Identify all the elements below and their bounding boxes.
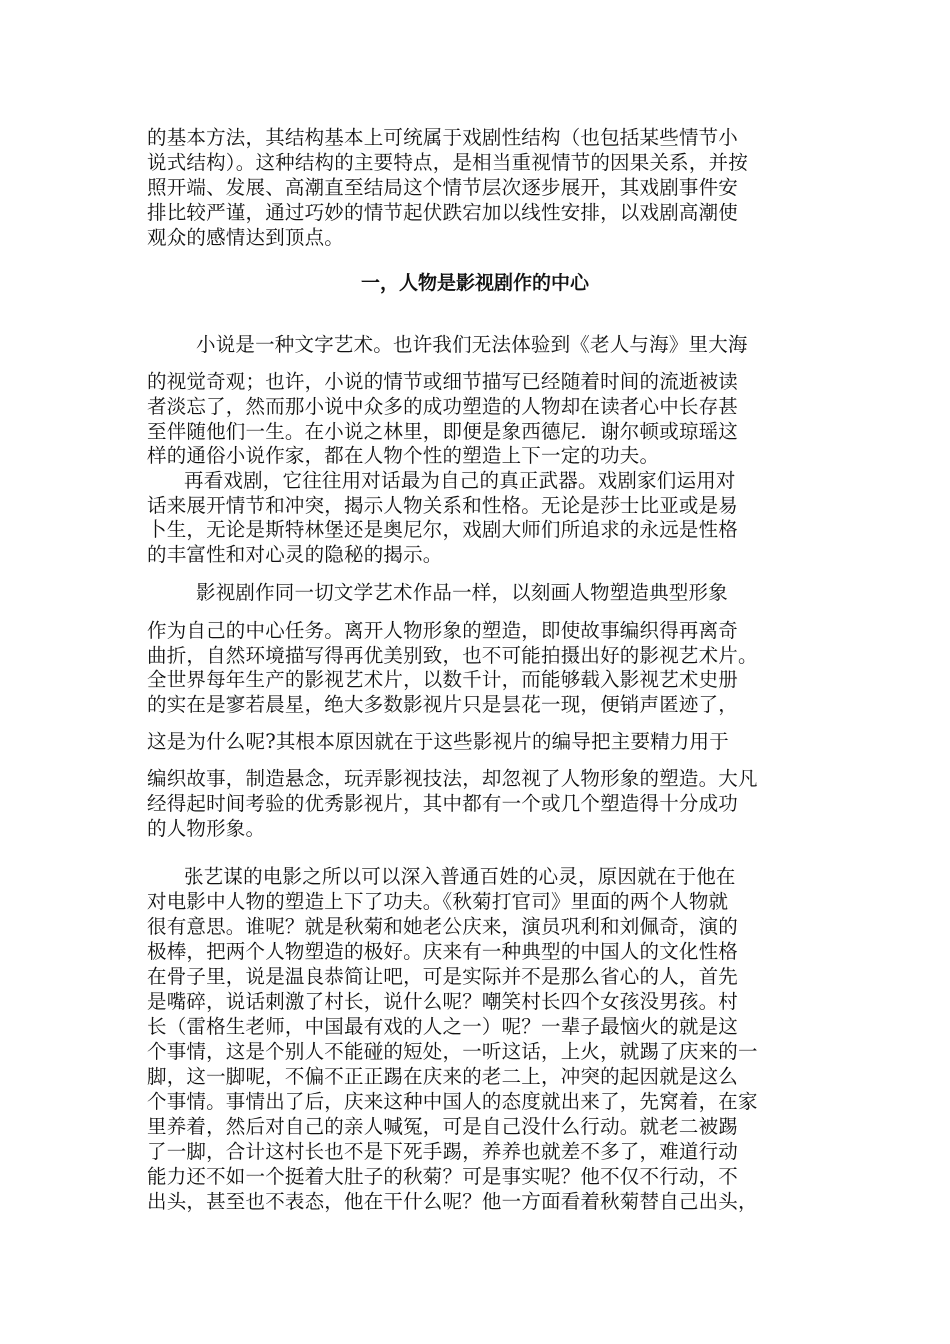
paragraph-line: 了一脚，合计这村长也不是下死手踢，养养也就差不多了，难道行动 xyxy=(147,1140,739,1163)
intro-line: 说式结构）。这种结构的主要特点，是相当重视情节的因果关系，并按 xyxy=(147,151,748,174)
paragraph-line: 能力还不如一个挺着大肚子的秋菊？可是事实呢？他不仅不行动，不 xyxy=(147,1165,739,1188)
paragraph-line: 卜生，无论是斯特林堡还是奥尼尔，戏剧大师们所追求的永远是性格 xyxy=(147,518,739,541)
paragraph-line: 至伴随他们一生。在小说之林里，即便是象西德尼．谢尔顿或琼瑶这 xyxy=(147,420,739,443)
section-heading: 一，人物是影视剧作的中心 xyxy=(360,272,589,294)
paragraph-line: 出头，甚至也不表态，他在干什么呢？他一方面看着秋菊替自己出头， xyxy=(147,1190,758,1213)
paragraph-line: 的丰富性和对心灵的隐秘的揭示。 xyxy=(147,543,443,566)
intro-line: 的基本方法，其结构基本上可统属于戏剧性结构（也包括某些情节小 xyxy=(147,126,739,149)
paragraph-line: 的视觉奇观；也许，小说的情节或细节描写已经随着时间的流逝被读 xyxy=(147,370,739,393)
paragraph-line: 作为自己的中心任务。离开人物形象的塑造，即使故事编织得再离奇 xyxy=(147,619,739,642)
paragraph-line: 曲折，自然环境描写得再优美别致，也不可能拍摄出好的影视艺术片。 xyxy=(147,644,758,667)
paragraph-line: 很有意思。谁呢？就是秋菊和她老公庆来，演员巩利和刘佩奇，演的 xyxy=(147,915,739,938)
paragraph-line: 长（雷格生老师，中国最有戏的人之一）呢？一辈子最恼火的就是这 xyxy=(147,1015,739,1038)
intro-line: 排比较严谨，通过巧妙的情节起伏跌宕加以线性安排，以戏剧高潮使 xyxy=(147,201,739,224)
paragraph-line: 编织故事，制造悬念，玩弄影视技法，却忽视了人物形象的塑造。大凡 xyxy=(147,767,758,790)
paragraph-line: 个事情。事情出了后，庆来这种中国人的态度就出来了，先窝着，在家 xyxy=(147,1090,758,1113)
paragraph-line: 对电影中人物的塑造上下了功夫。《秋菊打官司》里面的两个人物就 xyxy=(147,890,729,913)
paragraph-line: 张艺谋的电影之所以可以深入普通百姓的心灵，原因就在于他在 xyxy=(184,865,736,888)
paragraph-line: 是嘴碎，说话刺激了村长，说什么呢？嘲笑村长四个女孩没男孩。村 xyxy=(147,990,739,1013)
paragraph-line: 样的通俗小说作家，都在人物个性的塑造上下一定的功夫。 xyxy=(147,444,660,467)
paragraph-line: 全世界每年生产的影视艺术片，以数千计，而能够载入影视艺术史册 xyxy=(147,668,739,691)
paragraph-line: 极棒，把两个人物塑造的极好。庆来有一种典型的中国人的文化性格 xyxy=(147,940,739,963)
paragraph-line: 这是为什么呢?其根本原因就在于这些影视片的编导把主要精力用于 xyxy=(147,730,729,753)
paragraph-line: 影视剧作同一切文学艺术作品一样，以刻画人物塑造典型形象 xyxy=(196,581,728,604)
paragraph-line: 脚，这一脚呢，不偏不正正踢在庆来的老二上，冲突的起因就是这么 xyxy=(147,1065,739,1088)
intro-line: 照开端、发展、高潮直至结局这个情节层次逐步展开，其戏剧事件安 xyxy=(147,176,739,199)
paragraph-line: 再看戏剧，它往往用对话最为自己的真正武器。戏剧家们运用对 xyxy=(184,469,736,492)
paragraph-line: 里养着，然后对自己的亲人喊冤，可是自己没什么行动。就老二被踢 xyxy=(147,1115,739,1138)
paragraph-line: 个事情，这是个别人不能碰的短处，一听这话，上火，就踢了庆来的一 xyxy=(147,1040,758,1063)
paragraph-line: 的人物形象。 xyxy=(147,817,266,840)
paragraph-line: 者淡忘了，然而那小说中众多的成功塑造的人物却在读者心中长存甚 xyxy=(147,395,739,418)
paragraph-line: 的实在是寥若晨星，绝大多数影视片只是昙花一现，便销声匿迹了， xyxy=(147,693,739,716)
paragraph-line: 小说是一种文字艺术。也许我们无法体验到《老人与海》里大海 xyxy=(196,333,748,356)
paragraph-line: 在骨子里，说是温良恭简让吧，可是实际并不是那么省心的人，首先 xyxy=(147,965,739,988)
paragraph-line: 经得起时间考验的优秀影视片，其中都有一个或几个塑造得十分成功 xyxy=(147,792,739,815)
paragraph-line: 话来展开情节和冲突，揭示人物关系和性格。无论是莎士比亚或是易 xyxy=(147,494,739,517)
intro-line: 观众的感情达到顶点。 xyxy=(147,226,345,249)
